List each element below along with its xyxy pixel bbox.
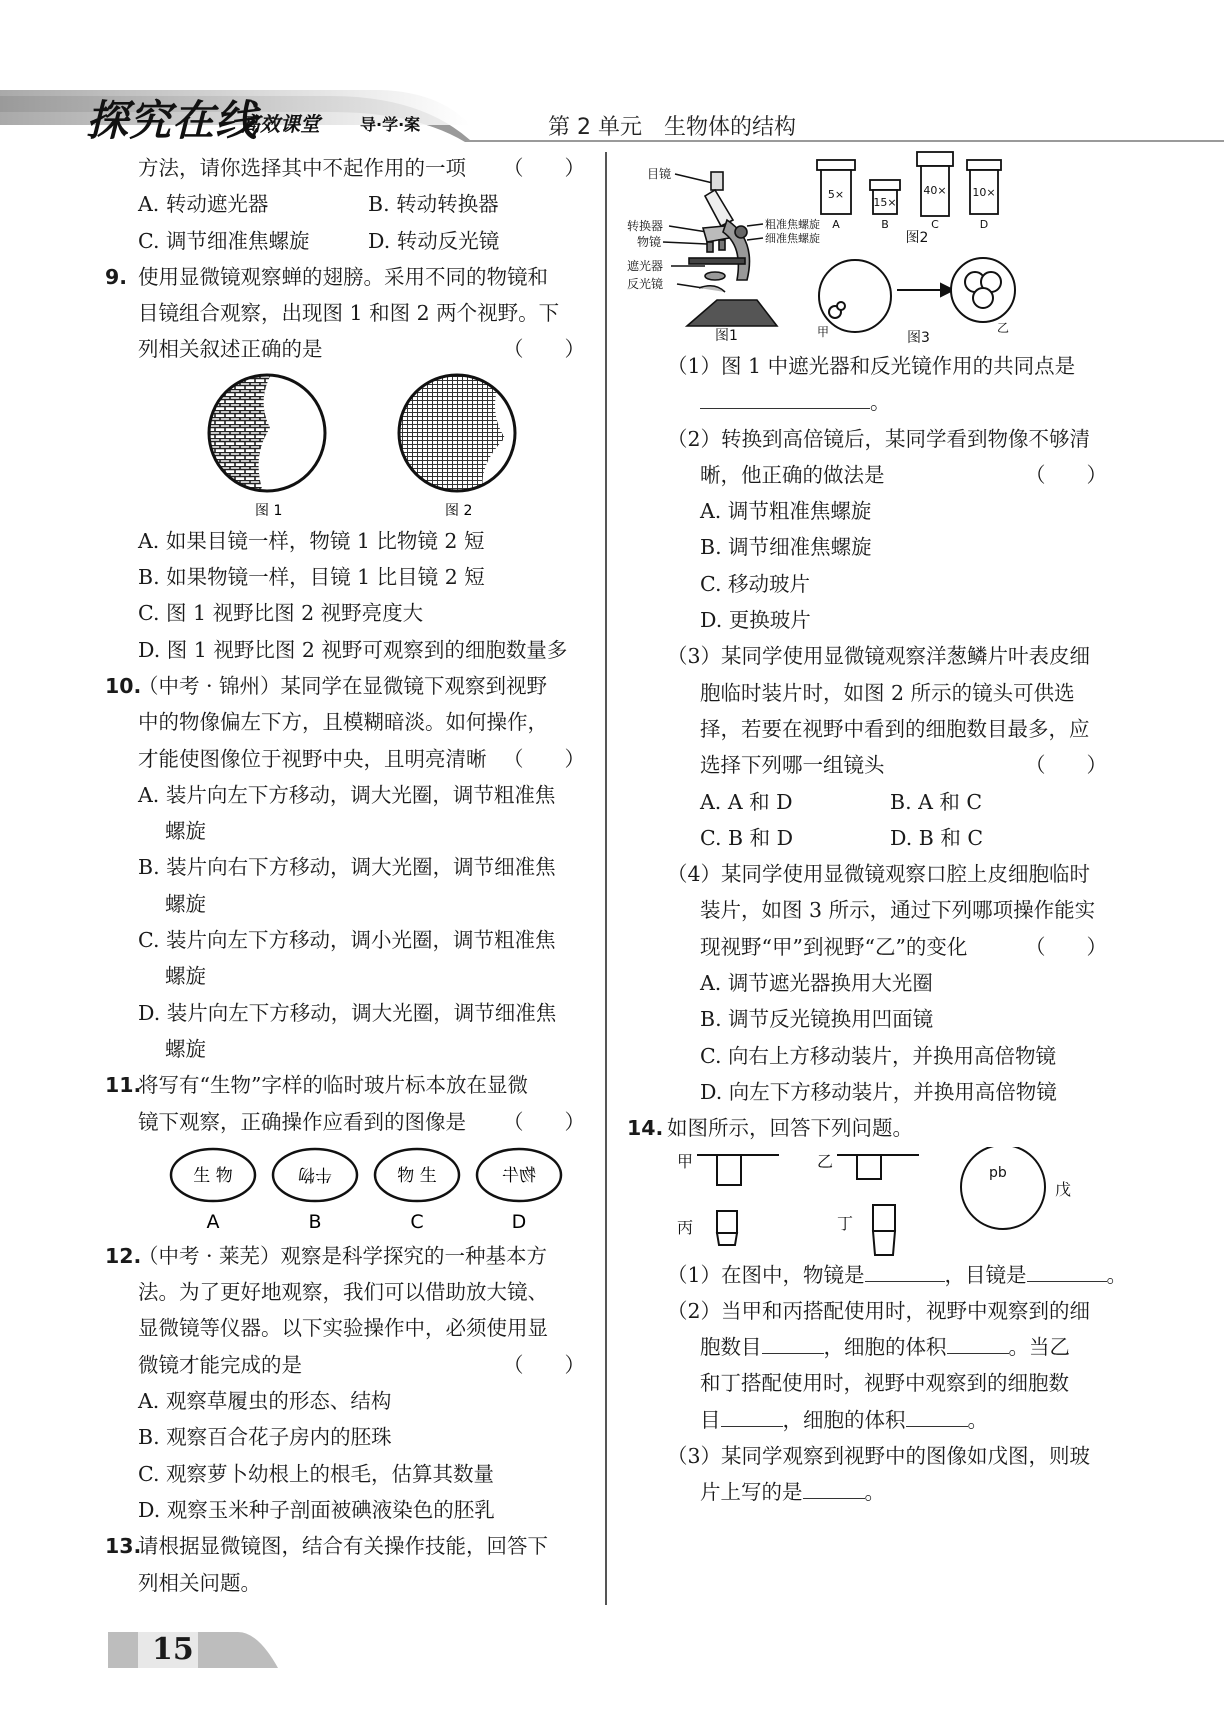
q9-line1 — [105, 259, 585, 295]
lens-b-letter: B — [881, 218, 889, 231]
q11-ovals — [105, 1140, 585, 1238]
microscope-icon — [663, 172, 777, 326]
q14-1-text: （1）在图中，物镜是 — [667, 1262, 865, 1287]
q9-figure — [105, 368, 585, 523]
q13-2-option-a: A. 调节粗准焦螺旋 — [700, 499, 872, 524]
answer-paren: （ ） — [503, 337, 585, 362]
label-objective: 物镜 — [637, 235, 662, 249]
q14-2-text: （2）当甲和丙搭配使用时，视野中观察到的细 — [667, 1298, 1091, 1323]
answer-blank[interactable] — [762, 1333, 824, 1354]
q14-2-end: 。 — [967, 1407, 988, 1432]
label-coarse-knob: 粗准焦螺旋 — [765, 218, 820, 231]
q9-line3 — [105, 331, 585, 367]
q9-option-a: A. 如果目镜一样，物镜 1 比物镜 2 短 — [138, 528, 485, 553]
q10-option-b-cont: 螺旋 — [165, 891, 206, 916]
q9-text: 目镜组合观察，出现图 1 和图 2 两个视野。下 — [138, 301, 560, 326]
label-diaphragm: 遮光器 — [627, 259, 664, 273]
q14-2-text: 和丁搭配使用时，视野中观察到的细胞数 — [700, 1371, 1069, 1396]
q10-option-c-cont: 螺旋 — [165, 964, 206, 989]
q13-text: 列相关问题。 — [138, 1570, 261, 1595]
oval-a-letter: A — [206, 1210, 220, 1233]
q13-2-text: （2）转换到高倍镜后，某同学看到物像不够清 — [667, 426, 1091, 451]
q10-line1 — [105, 668, 585, 704]
label-fig3: 图3 — [907, 330, 930, 346]
q14-3-text: （3）某同学观察到视野中的图像如戊图，则玻 — [667, 1444, 1091, 1469]
oval-a-text: 生 物 — [193, 1165, 233, 1186]
q9-option-b: B. 如果物镜一样，目镜 1 比目镜 2 短 — [138, 565, 485, 590]
q14-label-yi: 乙 — [817, 1151, 834, 1171]
q11-line2 — [105, 1104, 585, 1140]
q13-1-blank-line — [667, 384, 1107, 420]
lens-d-letter: D — [979, 218, 989, 231]
answer-paren: （ ） — [1025, 462, 1107, 487]
oval-d-letter: D — [511, 1210, 527, 1233]
q13-2-line2 — [667, 457, 1107, 493]
q14-number: 14. — [627, 1116, 664, 1141]
left-column — [105, 150, 585, 1601]
q10-option-a: A. 装片向左下方移动，调大光圈，调节粗准焦 — [138, 782, 556, 807]
lens-set — [817, 152, 1001, 216]
label-fine-knob: 细准焦螺旋 — [765, 232, 820, 245]
q14-2-text: ，细胞的体积 — [823, 1335, 947, 1360]
q9-number: 9. — [105, 264, 128, 289]
q10-option-d: D. 装片向左下方移动，调大光圈，调节细准焦 — [138, 1000, 557, 1025]
q13-microscope-figure — [607, 150, 1077, 348]
q14-figure — [667, 1147, 1107, 1257]
q10-option-d-cont: 螺旋 — [165, 1036, 206, 1061]
q10-option-c: C. 装片向左下方移动，调小光圈，调节粗准焦 — [138, 928, 556, 953]
q9-fields-of-view — [105, 368, 585, 523]
answer-blank[interactable] — [721, 1406, 783, 1427]
q13-3-option-a: A. A 和 D — [700, 789, 793, 814]
q14-label-wu: 戊 — [1055, 1179, 1072, 1199]
q13-line1 — [105, 1528, 585, 1564]
q13-text: 请根据显微镜图，结合有关操作技能，回答下 — [138, 1534, 548, 1559]
q13-2-text: 晰，他正确的做法是 — [700, 462, 885, 487]
q13-2-option-b: B. 调节细准焦螺旋 — [700, 535, 872, 560]
label-field-yi: 乙 — [997, 321, 1010, 335]
q13-1-text: （1）图 1 中遮光器和反光镜作用的共同点是 — [667, 354, 1076, 378]
oval-c-letter: C — [410, 1210, 424, 1233]
q10-text: 才能使图像位于视野中央，且明亮清晰 — [138, 746, 487, 771]
lens-d-mag: 10× — [972, 186, 996, 199]
page-tab-shape — [108, 1628, 288, 1672]
brand-subtitle-2: 导·学·案 — [360, 115, 421, 134]
q12-line1 — [105, 1238, 585, 1274]
fig3-fields — [819, 258, 1015, 332]
q13-4-text: （4）某同学使用显微镜观察口腔上皮细胞临时 — [667, 862, 1091, 887]
q12-line4 — [105, 1347, 585, 1383]
q9-text: 使用显微镜观察蝉的翅膀。采用不同的物镜和 — [138, 264, 548, 289]
q13-4-text: 现视野“甲”到视野“乙”的变化 — [700, 934, 968, 959]
q13-4-option-c: C. 向右上方移动装片，并换用高倍物镜 — [700, 1043, 1056, 1068]
q8-option-a: A. 转动遮光器 — [138, 192, 269, 217]
q11-text: 将写有“生物”字样的临时玻片标本放在显微 — [138, 1073, 528, 1098]
q12-text: 显微镜等仪器。以下实验操作中，必须使用显 — [138, 1316, 548, 1341]
q9-option-c: C. 图 1 视野比图 2 视野亮度大 — [138, 601, 424, 626]
q8-continuation — [105, 150, 585, 186]
q14-2-text: 。当乙 — [1008, 1335, 1070, 1360]
lens-b-mag: 15× — [873, 196, 897, 209]
q14-3-end: 。 — [864, 1480, 885, 1505]
q8-options-row2 — [105, 223, 585, 259]
q14-1-line — [667, 1257, 1128, 1293]
q13-3-text: 择，若要在视野中看到的细胞数目最多，应 — [700, 716, 1090, 741]
q14-lens-diagram — [667, 1147, 1107, 1257]
q11-line1 — [105, 1067, 585, 1103]
q10-option-b: B. 装片向右下方移动，调大光圈，调节细准焦 — [138, 855, 556, 880]
lens-a-mag: 5× — [827, 188, 845, 201]
q14-label-jia: 甲 — [677, 1151, 694, 1171]
label-field-jia: 甲 — [817, 325, 830, 339]
label-fig2: 图2 — [905, 230, 929, 246]
q12-text: （中考 · 莱芜）观察是科学探究的一种基本方 — [138, 1243, 548, 1268]
q8-option-c: C. 调节细准焦螺旋 — [138, 228, 310, 253]
brand-title: 探究在线 — [86, 96, 259, 145]
q13-3-line4 — [667, 747, 1107, 783]
q14-2-line4 — [667, 1402, 1107, 1438]
q8-text: 方法，请你选择其中不起作用的一项 — [138, 156, 466, 180]
q10-number: 10. — [105, 673, 142, 698]
oval-c-text: 物 生 — [397, 1165, 437, 1186]
q13-4-option-a: A. 调节遮光器换用大光圈 — [700, 971, 933, 996]
q13-2-option-d: D. 更换玻片 — [700, 608, 811, 633]
q8-option-d: D. 转动反光镜 — [368, 228, 500, 253]
page-number-tab — [108, 1628, 268, 1672]
q14-2-text: 目 — [700, 1407, 721, 1432]
q13-4-option-b: B. 调节反光镜换用凹面镜 — [700, 1007, 934, 1032]
q12-text: 法。为了更好地观察，我们可以借助放大镜、 — [138, 1280, 548, 1305]
q13-1-end: 。 — [870, 390, 891, 415]
q14-2-text: 胞数目 — [700, 1335, 762, 1360]
lens-a-letter: A — [832, 218, 840, 231]
q14-field-text: pb — [989, 1164, 1007, 1181]
q14-lens-shapes — [697, 1147, 1045, 1255]
label-mirror: 反光镜 — [627, 277, 664, 291]
right-column — [627, 150, 1128, 1511]
q8-options-row1 — [105, 186, 585, 222]
q11-text: 镜下观察，正确操作应看到的图像是 — [138, 1109, 466, 1134]
microscope-diagram — [607, 150, 1077, 348]
answer-blank[interactable] — [865, 1261, 945, 1282]
q8-option-b: B. 转动转换器 — [368, 192, 499, 217]
q12-option-d: D. 观察玉米种子剖面被碘液染色的胚乳 — [138, 1497, 495, 1522]
answer-blank[interactable] — [1027, 1261, 1107, 1282]
q12-number: 12. — [105, 1243, 142, 1268]
q10-text: （中考 · 锦州）某同学在显微镜下观察到视野 — [138, 673, 548, 698]
answer-paren: （ ） — [1025, 934, 1107, 959]
q14-2-line2 — [667, 1329, 1107, 1365]
q14-label-bing: 丙 — [677, 1217, 694, 1237]
brand-subtitle: 高效课堂 — [240, 112, 320, 136]
q12-option-b: B. 观察百合花子房内的胚珠 — [138, 1425, 392, 1450]
q14-3-text: 片上写的是 — [700, 1480, 803, 1505]
lens-c-mag: 40× — [923, 184, 947, 197]
q11-number: 11. — [105, 1073, 142, 1098]
page-header — [0, 0, 1224, 150]
answer-paren: （ ） — [503, 1109, 585, 1134]
q13-3-text: （3）某同学使用显微镜观察洋葱鳞片叶表皮细 — [667, 644, 1091, 669]
q12-text: 微镜才能完成的是 — [138, 1352, 302, 1377]
q9-fig1-label: 图 1 — [255, 502, 283, 519]
q14-line1 — [627, 1110, 1107, 1146]
label-fig1: 图1 — [715, 328, 738, 344]
q13-3-text: 胞临时装片时，如图 2 所示的镜头可供选 — [700, 680, 1075, 705]
answer-blank[interactable] — [700, 388, 870, 409]
q14-2-text: ，细胞的体积 — [782, 1407, 906, 1432]
label-nosepiece: 转换器 — [627, 219, 664, 233]
q13-3-option-b: B. A 和 C — [890, 789, 983, 814]
answer-paren: （ ） — [503, 746, 585, 771]
answer-paren: （ ） — [1025, 753, 1107, 778]
q14-3-line2 — [667, 1474, 1107, 1510]
q13-3-options-row2 — [667, 820, 1107, 856]
q13-3-option-d: D. B 和 C — [890, 825, 984, 850]
q14-text: 如图所示，回答下列问题。 — [667, 1116, 913, 1141]
lens-c-letter: C — [931, 218, 939, 231]
q9-fig2-label: 图 2 — [445, 502, 473, 519]
column-divider — [605, 152, 607, 1605]
q14-label-ding: 丁 — [837, 1213, 854, 1233]
q10-option-a-cont: 螺旋 — [165, 819, 206, 844]
q13-4-option-d: D. 向左下方移动装片，并换用高倍物镜 — [700, 1079, 1057, 1104]
q13-2-option-c: C. 移动玻片 — [700, 571, 810, 596]
q13-4-text: 装片，如图 3 所示，通过下列哪项操作能实 — [700, 898, 1096, 923]
q12-option-c: C. 观察萝卜幼根上的根毛，估算其数量 — [138, 1461, 494, 1486]
answer-paren: （ ） — [503, 156, 585, 180]
answer-paren: （ ） — [503, 1352, 585, 1377]
page-number: 15 — [152, 1632, 194, 1667]
answer-blank[interactable] — [906, 1406, 968, 1427]
answer-blank[interactable] — [947, 1333, 1009, 1354]
q13-3-option-c: C. B 和 D — [700, 825, 794, 850]
q12-option-a: A. 观察草履虫的形态、结构 — [138, 1389, 392, 1414]
q11-figure — [105, 1140, 585, 1238]
q13-number: 13. — [105, 1534, 142, 1559]
unit-title: 第 2 单元 生物体的结构 — [548, 115, 796, 140]
q10-text: 中的物像偏左下方，且模糊暗淡。如何操作， — [138, 710, 548, 735]
q10-line3 — [105, 741, 585, 777]
label-eyepiece: 目镜 — [647, 167, 672, 181]
q13-3-options-row1 — [667, 784, 1107, 820]
q13-4-line3 — [667, 929, 1107, 965]
q14-1-end: 。 — [1106, 1262, 1128, 1287]
oval-b-letter: B — [308, 1210, 322, 1233]
q9-option-d: D. 图 1 视野比图 2 视野可观察到的细胞数量多 — [138, 637, 568, 662]
q14-1-text: ，目镜是 — [944, 1262, 1027, 1287]
oval-b-text: 牛物 — [298, 1163, 332, 1184]
answer-blank[interactable] — [803, 1478, 865, 1499]
q9-text: 列相关叙述正确的是 — [138, 337, 323, 362]
oval-d-text: 物牛 — [502, 1165, 536, 1186]
q13-3-text: 选择下列哪一组镜头 — [700, 753, 885, 778]
